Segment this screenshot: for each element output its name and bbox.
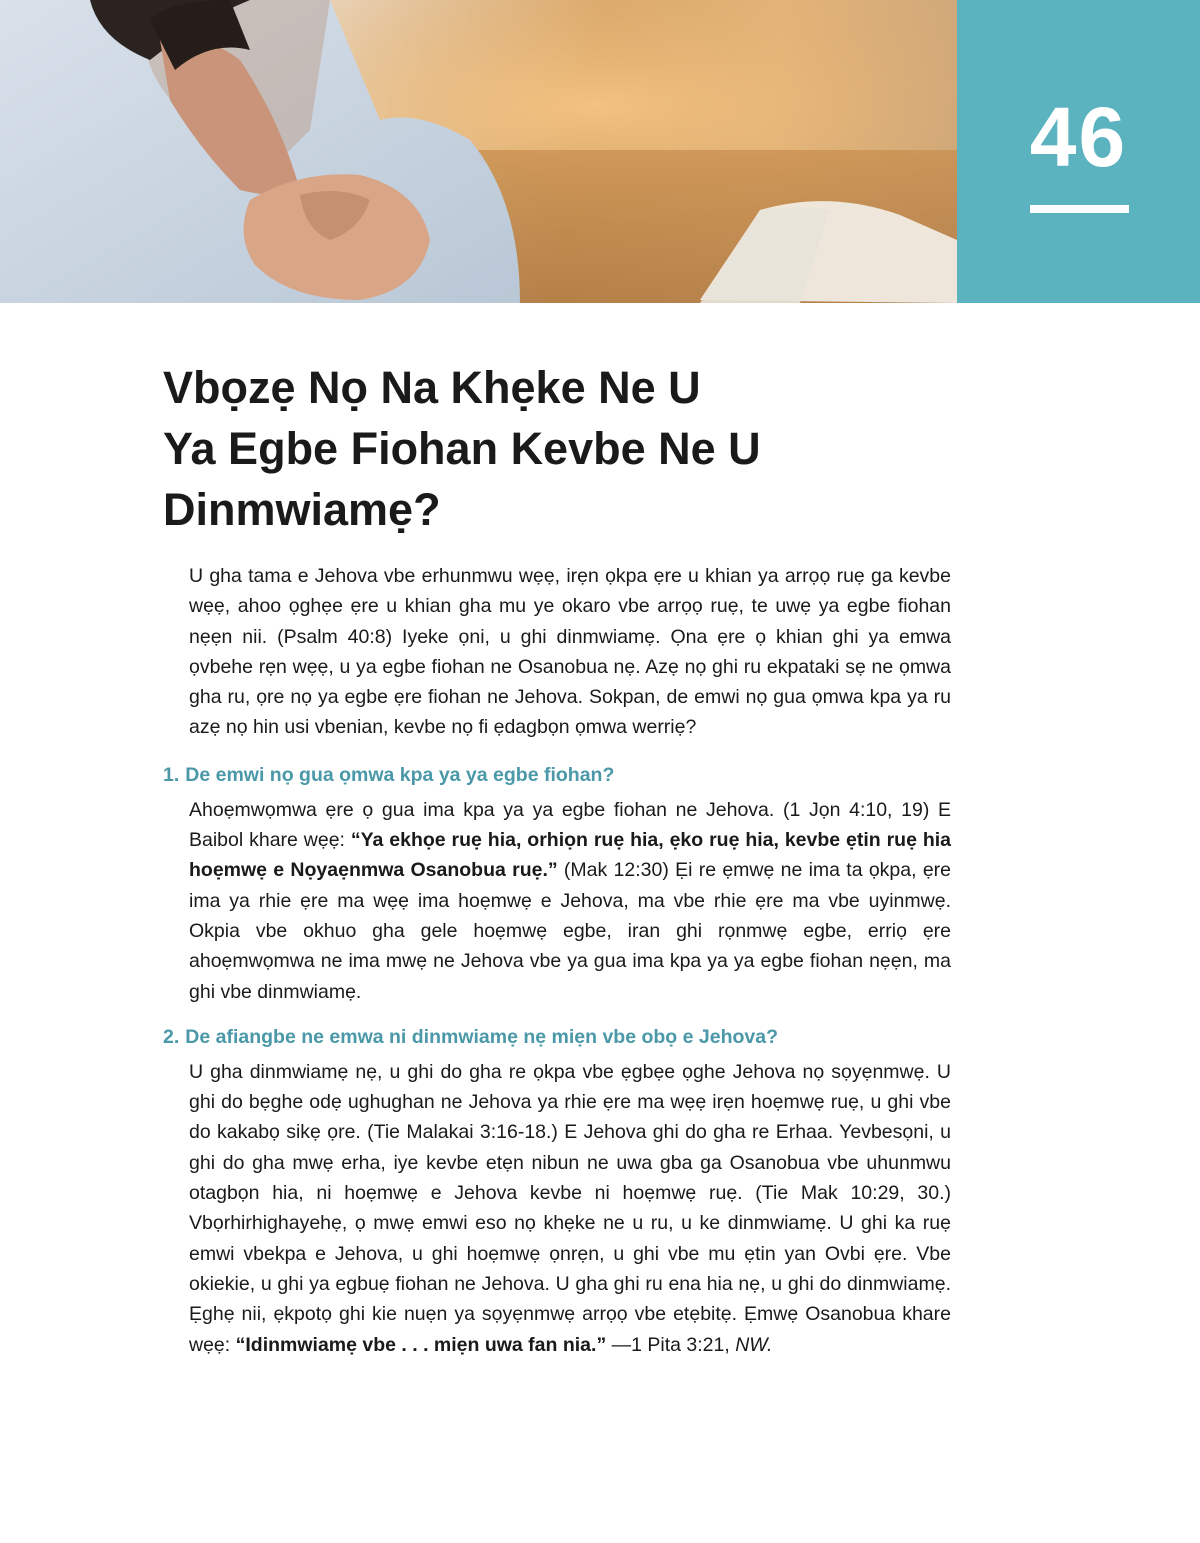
question-number: 1.: [163, 763, 180, 786]
lesson-title-line: Vbọzẹ Nọ Na Khẹke Ne U: [163, 362, 701, 413]
lesson-number: 46: [1029, 90, 1128, 184]
lesson-title: [163, 357, 923, 540]
scripture-quote: “Ya ekhọe ruẹ hia, orhiọn ruẹ hia, ẹko ruẹ hia, kevbe ẹtin ruẹ hia hoẹmwẹ e Nọyaẹnmwa Osanobua ruẹ.”: [189, 829, 951, 882]
answer-text: U gha dinmwiamẹ nẹ, u ghi do gha re ọkpa vbe ẹgbẹe ọghe Jehova nọ sọyẹnmwẹ. U ghi do bẹghe odẹ ughughan ne Jehova ya rhie ẹre ma wẹẹ irẹn hoẹmwẹ ruẹ, u ghi vbe do kakabọ sikẹ ọre. (Tie Malakai 3:16-18.) E Jehova ghi do gha re Erhaa. Yevbesọni, u ghi do gha mwẹ erha, iye kevbe etẹn nibun ne uwa gba ga Osanobua vbe uhunmwu otagbọn hia, ni hoẹmwẹ e Jehova kevbe ni hoẹmwẹ ruẹ. (Tie Mak 10:29, 30.) Vbọrhirhighayehẹ, ọ mwẹ emwi eso nọ khẹke ne u ru, u ke dinmwiamẹ. U ghi ka ruẹ emwi vbekpa e Jehova, u ghi hoẹmwẹ ọnrẹn, u ghi vbe mu ẹtin yan Ovbi ẹre. Vbe okiekie, u ghi ya egbuẹ fiohan ne Jehova. U gha ghi ru ena hia nẹ, u ghi do dinmwiamẹ. Ẹghẹ nii, ẹkpotọ ghi kie nuẹn ya sọyẹnmwẹ arrọọ vbe etẹbitẹ. Ẹmwẹ Osanobua khare wẹẹ:: [189, 1060, 951, 1356]
scripture-quote: “Idinmwiamẹ vbe . . . miẹn uwa fan nia.”: [235, 1333, 607, 1356]
praying-man-illustration: [0, 0, 957, 303]
answer-paragraph: [189, 795, 951, 1007]
lesson-title-line: Dinmwiamẹ?: [163, 484, 441, 535]
question-heading: [163, 761, 953, 789]
intro-paragraph: U gha tama e Jehova vbe erhunmwu wẹẹ, irẹn ọkpa ẹre u khian ya arrọọ ruẹ ga kevbe wẹẹ, ahoo ọghẹe ẹre u khian gha mu ye okaro vbe arrọọ ruẹ, te uwẹ ya egbe fiohan nẹẹn nii. (Psalm 40:8) Iyeke ọni, u ghi dinmwiamẹ. Ọna ẹre ọ khian ghi ya emwa ọvbehe rẹn wẹẹ, u ya egbe fiohan ne Osanobua nẹ. Azẹ nọ ghi ru ekpataki sẹ ne ọmwa gha ru, ọre nọ ya egbe ẹre fiohan ne Jehova. Sokpan, de emwi nọ gua ọmwa kpa ya ru azẹ nọ hin usi vbenian, kevbe nọ fi ẹdagbọn ọmwa werriẹ?: [189, 565, 951, 739]
lesson-number-underline: [1030, 205, 1129, 213]
question-text: De emwi nọ gua ọmwa kpa ya ya egbe fiohan?: [185, 763, 615, 786]
lesson-body: [163, 561, 953, 1360]
answer-text: (Mak 12:30) Ẹi re ẹmwẹ ne ima ta ọkpa, ẹre ima ya rhie ẹre ma wẹẹ ima hoẹmwẹ e Jehova, ma vbe rhie ẹre ma vbe uyinmwẹ. Okpia vbe okhuo gha gele hoẹmwẹ egbe, iran ghi rọnmwẹ egbe, erriọ ẹre ahoẹmwọmwa ne ima mwẹ ne Jehova vbe ya gua ima kpa ya ya egbe fiohan nẹẹn, ma ghi vbe dinmwiamẹ.: [189, 859, 951, 1003]
lesson-number-box: [957, 0, 1200, 303]
lesson-title-line: Ya Egbe Fiohan Kevbe Ne U: [163, 423, 761, 474]
answer-paragraph: [189, 1057, 951, 1360]
question-number: 2.: [163, 1025, 180, 1048]
answer-text: Ahoẹmwọmwa ẹre ọ gua ima kpa ya ya egbe fiohan ne Jehova. (1 Jọn 4:10, 19) E Baibol khare wẹẹ:: [189, 798, 951, 852]
hero-photo-praying-man: [0, 0, 957, 303]
scripture-source: NW.: [735, 1333, 773, 1356]
question-heading: [163, 1023, 953, 1051]
answer-text: —1 Pita 3:21,: [606, 1333, 736, 1356]
question-text: De afiangbe ne emwa ni dinmwiamẹ nẹ miẹn vbe obọ e Jehova?: [185, 1025, 779, 1048]
